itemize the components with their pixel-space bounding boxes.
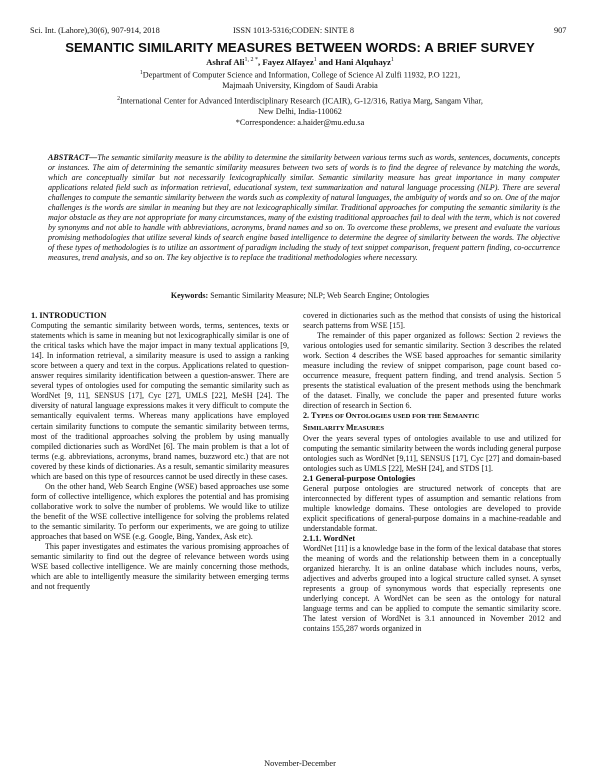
right-column [303, 311, 561, 635]
keywords-text: Semantic Similarity Measure; NLP; Web Search Engine; Ontologies [210, 291, 430, 300]
paragraph: Over the years several types of ontologies available to use and utilized for computing the semantic similarity between the words including general purpose ontologies such as WordNet [9,11], SENSUS [17], Cyc [27] and domain-based ontologies such as UMLS [22], MeSH [24], and STDS [1]. [303, 433, 561, 473]
running-header-issn: ISSN 1013-5316;CODEN: SINTE 8 [233, 26, 354, 35]
author-separator: , [258, 57, 263, 67]
author-affiliation-mark: 1 [390, 57, 394, 64]
paragraph: The remainder of this paper organized as follows: Section 2 reviews the various ontologies used for semantic similarity. Section 3 describes the related work. Section 4 describes the WSE based approaches for semantic similarity measure including the review of snippet comparison, page count based co-occurrence measure, frequent pattern finding, and trend analysis. Section 5 presents the statistical evaluation of the present methods using the benchmark of the dataset. Finally, we conclude the paper and presented future works direction of research in Section 6. [303, 331, 561, 411]
abstract-text: The semantic similarity measure is the ability to determine the similarity between various terms such as words, sentences, documents, concepts or instances. The aim of determining the semantic similarity measures between two sets of words is to find the degree of relevance by matching the words, which are conceptually similar but not necessarily lexicographically similar. Semantic similarity measure has great importance in many computer applications related field such as information retrieval, educational system, text summarization and natural language processing (NLP). There are several challenges to compute the semantic similarity between the words such as complexity of natural languages, the ambiguity of words and so on. One of the major challenges is the words are similar in meaning but they are not lexicographically similar. Traditional approaches for computing the semantic similarity is the major obstacle as they are not appropriate for many circumstances, many of the existing traditional approaches fail to deal with the term, which is not covered by synonyms and not able to handle with abbreviations, acronyms, brand names and so on. To overcome these problems, we present and evaluate the various promising methodologies that utilize several kinds of search engine based intelligence to determine the degree of similarity between the words. The objective of these types of methodologies is to utilize an assortment of paradigm including the study of text snippet comparison, frequent pattern finding, co-occurrence measures, trend analysis, and so on. The key objective is to replace the traditional methodologies where necessary. [48, 153, 560, 262]
author-list [0, 57, 600, 67]
affiliation-text: International Center for Advanced Interdisciplinary Research (ICAIR), G-12/316, Ratiya Marg, Sangam Vihar, [120, 96, 483, 106]
subsection-heading-general-purpose: 2.1 General-purpose Ontologies [303, 473, 416, 483]
section-heading-ontologies: 2. TYPES OF ONTOLOGIES USED FOR THE SEMANTIC SIMILARITY MEASURES [303, 411, 480, 432]
keywords-label: Keywords: [170, 291, 209, 300]
left-column [31, 311, 289, 592]
author-name: Ashraf Ali [206, 57, 245, 67]
section-heading-introduction: 1. INTRODUCTION [31, 311, 107, 320]
affiliation-mark: 2 [117, 96, 120, 102]
affiliation-text: Department of Computer Science and Information, College of Science Al Zulfi 11932, P.O 1221, [142, 70, 461, 80]
author-separator: and [316, 57, 336, 67]
paper-title: SEMANTIC SIMILARITY MEASURES BETWEEN WORDS: A BRIEF SURVEY [65, 40, 535, 55]
paragraph: On the other hand, Web Search Engine (WSE) based approaches use some form of collective intelligence, which explores the potential and has promising collaborative work to solve the number of problems. We would like to utilize the benefit of the WSE collective intelligence for solving the problems related to the semantic similarity. To perform our experiments, we are going to utilize approaches that based on WSE (e.g. Google, Bing, Yandex, Ask etc). [31, 481, 289, 542]
author-name: Fayez Alfayez [262, 57, 314, 67]
author-name: Hani Alquhayz [335, 57, 391, 67]
affiliation-2 [0, 94, 600, 117]
affiliation-mark: 1 [139, 70, 143, 76]
affiliation-text: Majmaah University, Kingdom of Saudi Arabia [222, 80, 378, 90]
paragraph: WordNet [11] is a knowledge base in the form of the lexical database that stores the meaning of words and the relationship between them in a conceptually organized hierarchy. It is an online database which includes nouns, verbs, adjectives and adverbs grouped into a logical structure called synset. A synset represents a group of synonymous words that especially represents one underlying concept. A WordNet can be seen as the ontology for natural language terms and can be applied to compute the semantic similarity score. The latest version of WordNet is 3.1 announced in November 2012 and contains 155,287 words organized in [303, 544, 561, 634]
paragraph: Computing the semantic similarity between words, terms, sentences, texts or statements which is same in meaning but not lexicographically similar is one of the critical tasks which have the major impact in many textual applications [9, 14]. In information retrieval, a similarity measure is used to assign a ranking score between a query and text in the corpus. Applications related to question-answer requires similarity identification between a question-answer. There are several types of ontologies used for computing the semantic similarity such as WordNet [9, 11], SENSUS [17], Cyc [27], UMLS [22], MeSH [24]. The diversity of natural language expressions makes it very difficult to compute the semantically equivalent terms. Whereas many applications have employed certain similarity functions to compute the semantic similarity between terms, most of the traditional approaches solving the problem by using manually compiled dictionaries such as WordNet [6]. The main problem is that a lot of terms (e.g. abbreviations, acronyms, brand names, buzzword etc.) that are not covered by these kinds of dictionaries. As a result, semantic similarity measures which are based on this type of resources cannot be used directly in these cases. [31, 321, 289, 481]
paragraph: General purpose ontologies are structured network of concepts that are interconnected by different types of assumption and semantic relations from multiple knowledge domains. These ontologies are developed to provide explicit specifications of general-purpose domains in a machine-readable and understandable format. [303, 483, 561, 533]
paragraph: covered in dictionaries such as the method that consists of using the historical search patterns from WSE [15]. [303, 311, 561, 331]
page-number: 907 [554, 26, 567, 35]
keywords [0, 291, 600, 300]
running-header-journal: Sci. Int. (Lahore),30(6), 907-914, 2018 [30, 26, 160, 35]
author-affiliation-mark: 1 [313, 57, 317, 64]
page-footer: November-December [264, 759, 336, 768]
abstract [48, 153, 560, 263]
author-affiliation-mark: 1, 2 * [244, 57, 258, 64]
subsubsection-heading-wordnet: 2.1.1. WordNet [303, 534, 356, 544]
affiliation-text: New Delhi, India-110062 [258, 106, 342, 116]
affiliation-1 [0, 68, 600, 91]
correspondence-email: *Correspondence: a.haider@mu.edu.sa [235, 118, 365, 127]
abstract-label: ABSTRACT— [48, 153, 98, 162]
paragraph: This paper investigates and estimates the various promising approaches of semantic similarity to find out the degree of relevance between words using WSE based collective intelligence. We are mainly concerning those methods, which are able to intelligently measure the similarity between emerging terms and not frequently [31, 542, 289, 592]
